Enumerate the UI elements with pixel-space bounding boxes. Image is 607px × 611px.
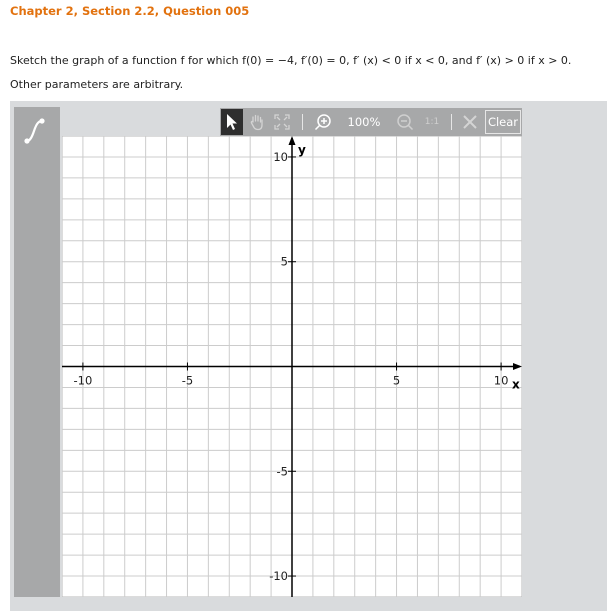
zoom-out-button[interactable] (393, 109, 417, 135)
curve-tool-icon (16, 111, 56, 151)
question-note: Other parameters are arbitrary. (10, 78, 184, 91)
toolbar-separator (302, 114, 303, 130)
pan-tool-button[interactable] (246, 109, 268, 135)
toolbar-separator (451, 114, 452, 130)
x-tick-label: -10 (73, 373, 93, 388)
clear-button[interactable]: Clear (485, 110, 521, 134)
fit-view-button[interactable] (270, 109, 294, 135)
x-tick-label: 10 (493, 373, 509, 388)
x-axis-label: x (512, 377, 520, 392)
zoom-in-button[interactable] (311, 109, 335, 135)
delete-x-icon (461, 113, 479, 131)
zoom-out-icon (395, 112, 415, 132)
graph-canvas[interactable] (62, 136, 522, 597)
zoom-reset-button[interactable]: 1:1 (424, 117, 440, 127)
curve-tool-button[interactable] (16, 111, 56, 151)
y-axis-label: y (298, 143, 306, 157)
page-title: Chapter 2, Section 2.2, Question 005 (10, 4, 250, 18)
y-tick-label: 5 (280, 254, 288, 269)
x-tick-label: -5 (181, 373, 194, 388)
zoom-in-icon (313, 112, 333, 132)
arrow-pointer-icon (225, 113, 239, 131)
y-tick-label: 10 (273, 149, 288, 164)
x-tick-label: 5 (392, 373, 401, 388)
hand-icon (249, 113, 265, 131)
y-tick-label: -5 (276, 464, 288, 479)
left-toolbar (14, 107, 60, 597)
y-tick-label: -10 (269, 569, 288, 584)
select-tool-button[interactable] (221, 109, 243, 135)
fit-view-icon (273, 113, 291, 131)
graph-toolbar (220, 108, 522, 136)
question-text: Sketch the graph of a function f for which f(0) = −4, f′(0) = 0, f′ (x) < 0 if x < 0, and f′ (x) > 0 if x > 0. (10, 54, 572, 67)
delete-button[interactable] (458, 109, 482, 135)
graphing-tool (10, 101, 607, 611)
zoom-level: 100% (347, 115, 381, 129)
